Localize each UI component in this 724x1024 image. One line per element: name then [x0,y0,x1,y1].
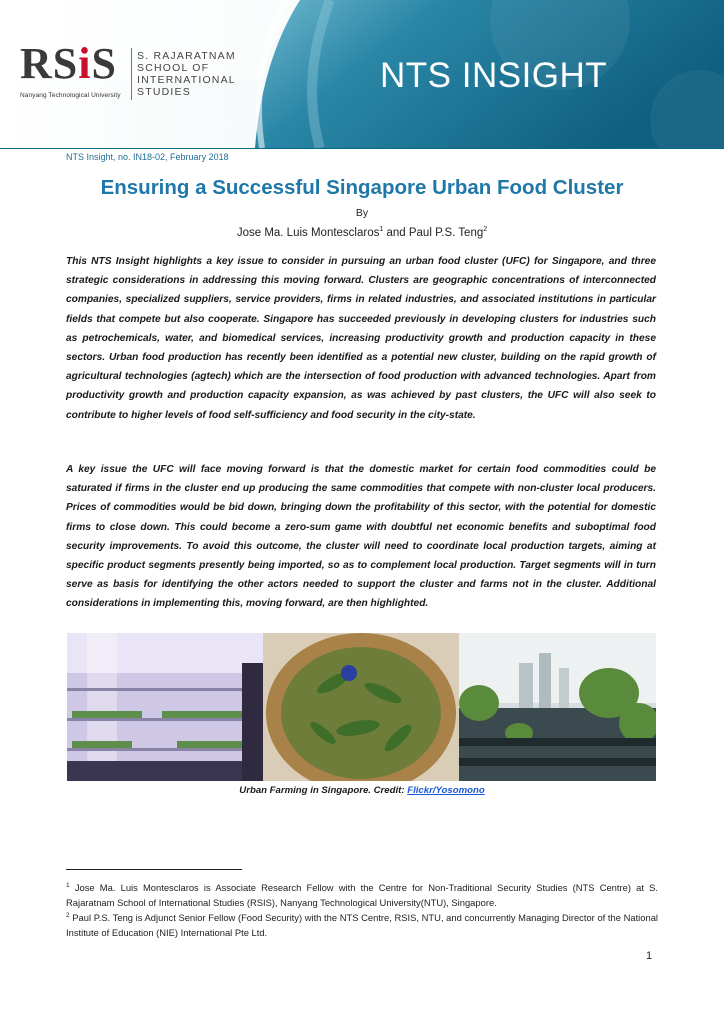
school-line: STUDIES [137,86,191,98]
indoor-farm-photo [67,633,263,781]
footnote-ref[interactable]: 2 [483,226,488,233]
footnote [66,878,658,910]
footnote-text: Jose Ma. Luis Montesclaros is Associate Research Fellow with the Centre for Non-Traditional Security Studies (NTS Centre) at S. Rajaratnam School of International Studies (RSIS), Nanyang Technological University(NTU), Singapore. [66,882,658,908]
footnote-text: Paul P.S. Teng is Adjunct Senior Fellow (Food Security) with the NTS Centre, RSIS, NTU, and concurrently Managing Director of the National Institute of Education (NIE) International Pte Ltd. [66,912,658,938]
rooftop-farm-photo [459,633,656,781]
school-name [137,50,236,98]
summary-paragraph: This NTS Insight highlights a key issue to consider in pursuing an urban food cluster (UFC) for Singapore, and three strategic considerations in addressing this moving forward. Clusters are geographic concentrations of interconnected companies, specialized suppliers, service providers, firms in related industries, and associated institutions in particular fields that compete but also cooperate. Singapore has succeeded previously in developing clusters for industries such as petrochemicals, water, and biomedical services, increasing productivity growth and production capacity in these sectors. Urban food production has recently been identified as a potential new cluster, building on the rapid growth of agricultural technologies (agtech) which are the intersection of food production with advanced technologies. Apart from productivity growth and production capacity expansion, as was achieved by past clusters, the UFC will also seek to contribute to higher levels of food self-sufficiency and food security in the city-state. [66,256,656,421]
footnote [66,908,658,940]
footnote-number: 2 [66,912,70,919]
citation-line: NTS Insight, no. IN18-02, February 2018 [66,152,229,162]
page-number: 1 [646,950,653,962]
author-joiner: and [383,227,409,239]
ntu-label: Nanyang Technological University [20,92,121,99]
banner-title: NTS INSIGHT [380,56,608,95]
page-title: Ensuring a Successful Singapore Urban Food Cluster [100,176,624,199]
school-line: SCHOOL OF [137,62,210,74]
caption-credit-link[interactable]: Flickr/Yosomono [407,785,485,796]
author-name: Paul P.S. Teng [408,227,484,239]
footnote-divider [66,869,242,870]
logo-letter-s: S [91,39,117,88]
school-line: S. RAJARATNAM [137,50,236,62]
photo-strip [67,633,656,781]
logo-letter-i: i [78,39,92,88]
author-name: Jose Ma. Luis Montesclaros [236,227,380,239]
logo-divider [131,48,132,100]
rsis-wordmark [20,39,117,88]
caption-text: Urban Farming in Singapore. Credit: [239,785,408,796]
herb-basket-photo [263,633,459,781]
header-rule [0,148,724,149]
summary-paragraph: A key issue the UFC will face moving forward is that the domestic market for certain food commodities could be saturated if firms in the cluster end up producing the same commodities that compete with non-cluster local producers. Prices of commodities would be bid down, bringing down the profitability of this sector, with the potential for domestic firms to close down. This could become a zero-sum game with doubtful net economic benefits and suboptimal food security improvements. To avoid this outcome, the cluster will need to coordinate local production targets, aiming at specific product segments presently being imported, so as to complement local production. Target segments will in turn serve as basis for identifying the other actors needed to support the cluster and farms not in the cluster. Additional considerations in implementing this, moving forward, are then highlighted. [66,464,656,610]
footnote-number: 1 [66,882,70,889]
by-line: By [355,207,369,219]
header-banner [0,0,724,148]
school-line: INTERNATIONAL [137,74,236,86]
author-line [0,226,724,239]
rsis-logo [20,39,117,88]
footnote-ref[interactable]: 1 [379,226,384,233]
logo-letters-rs: RS [20,39,79,88]
photo-caption [0,785,724,796]
